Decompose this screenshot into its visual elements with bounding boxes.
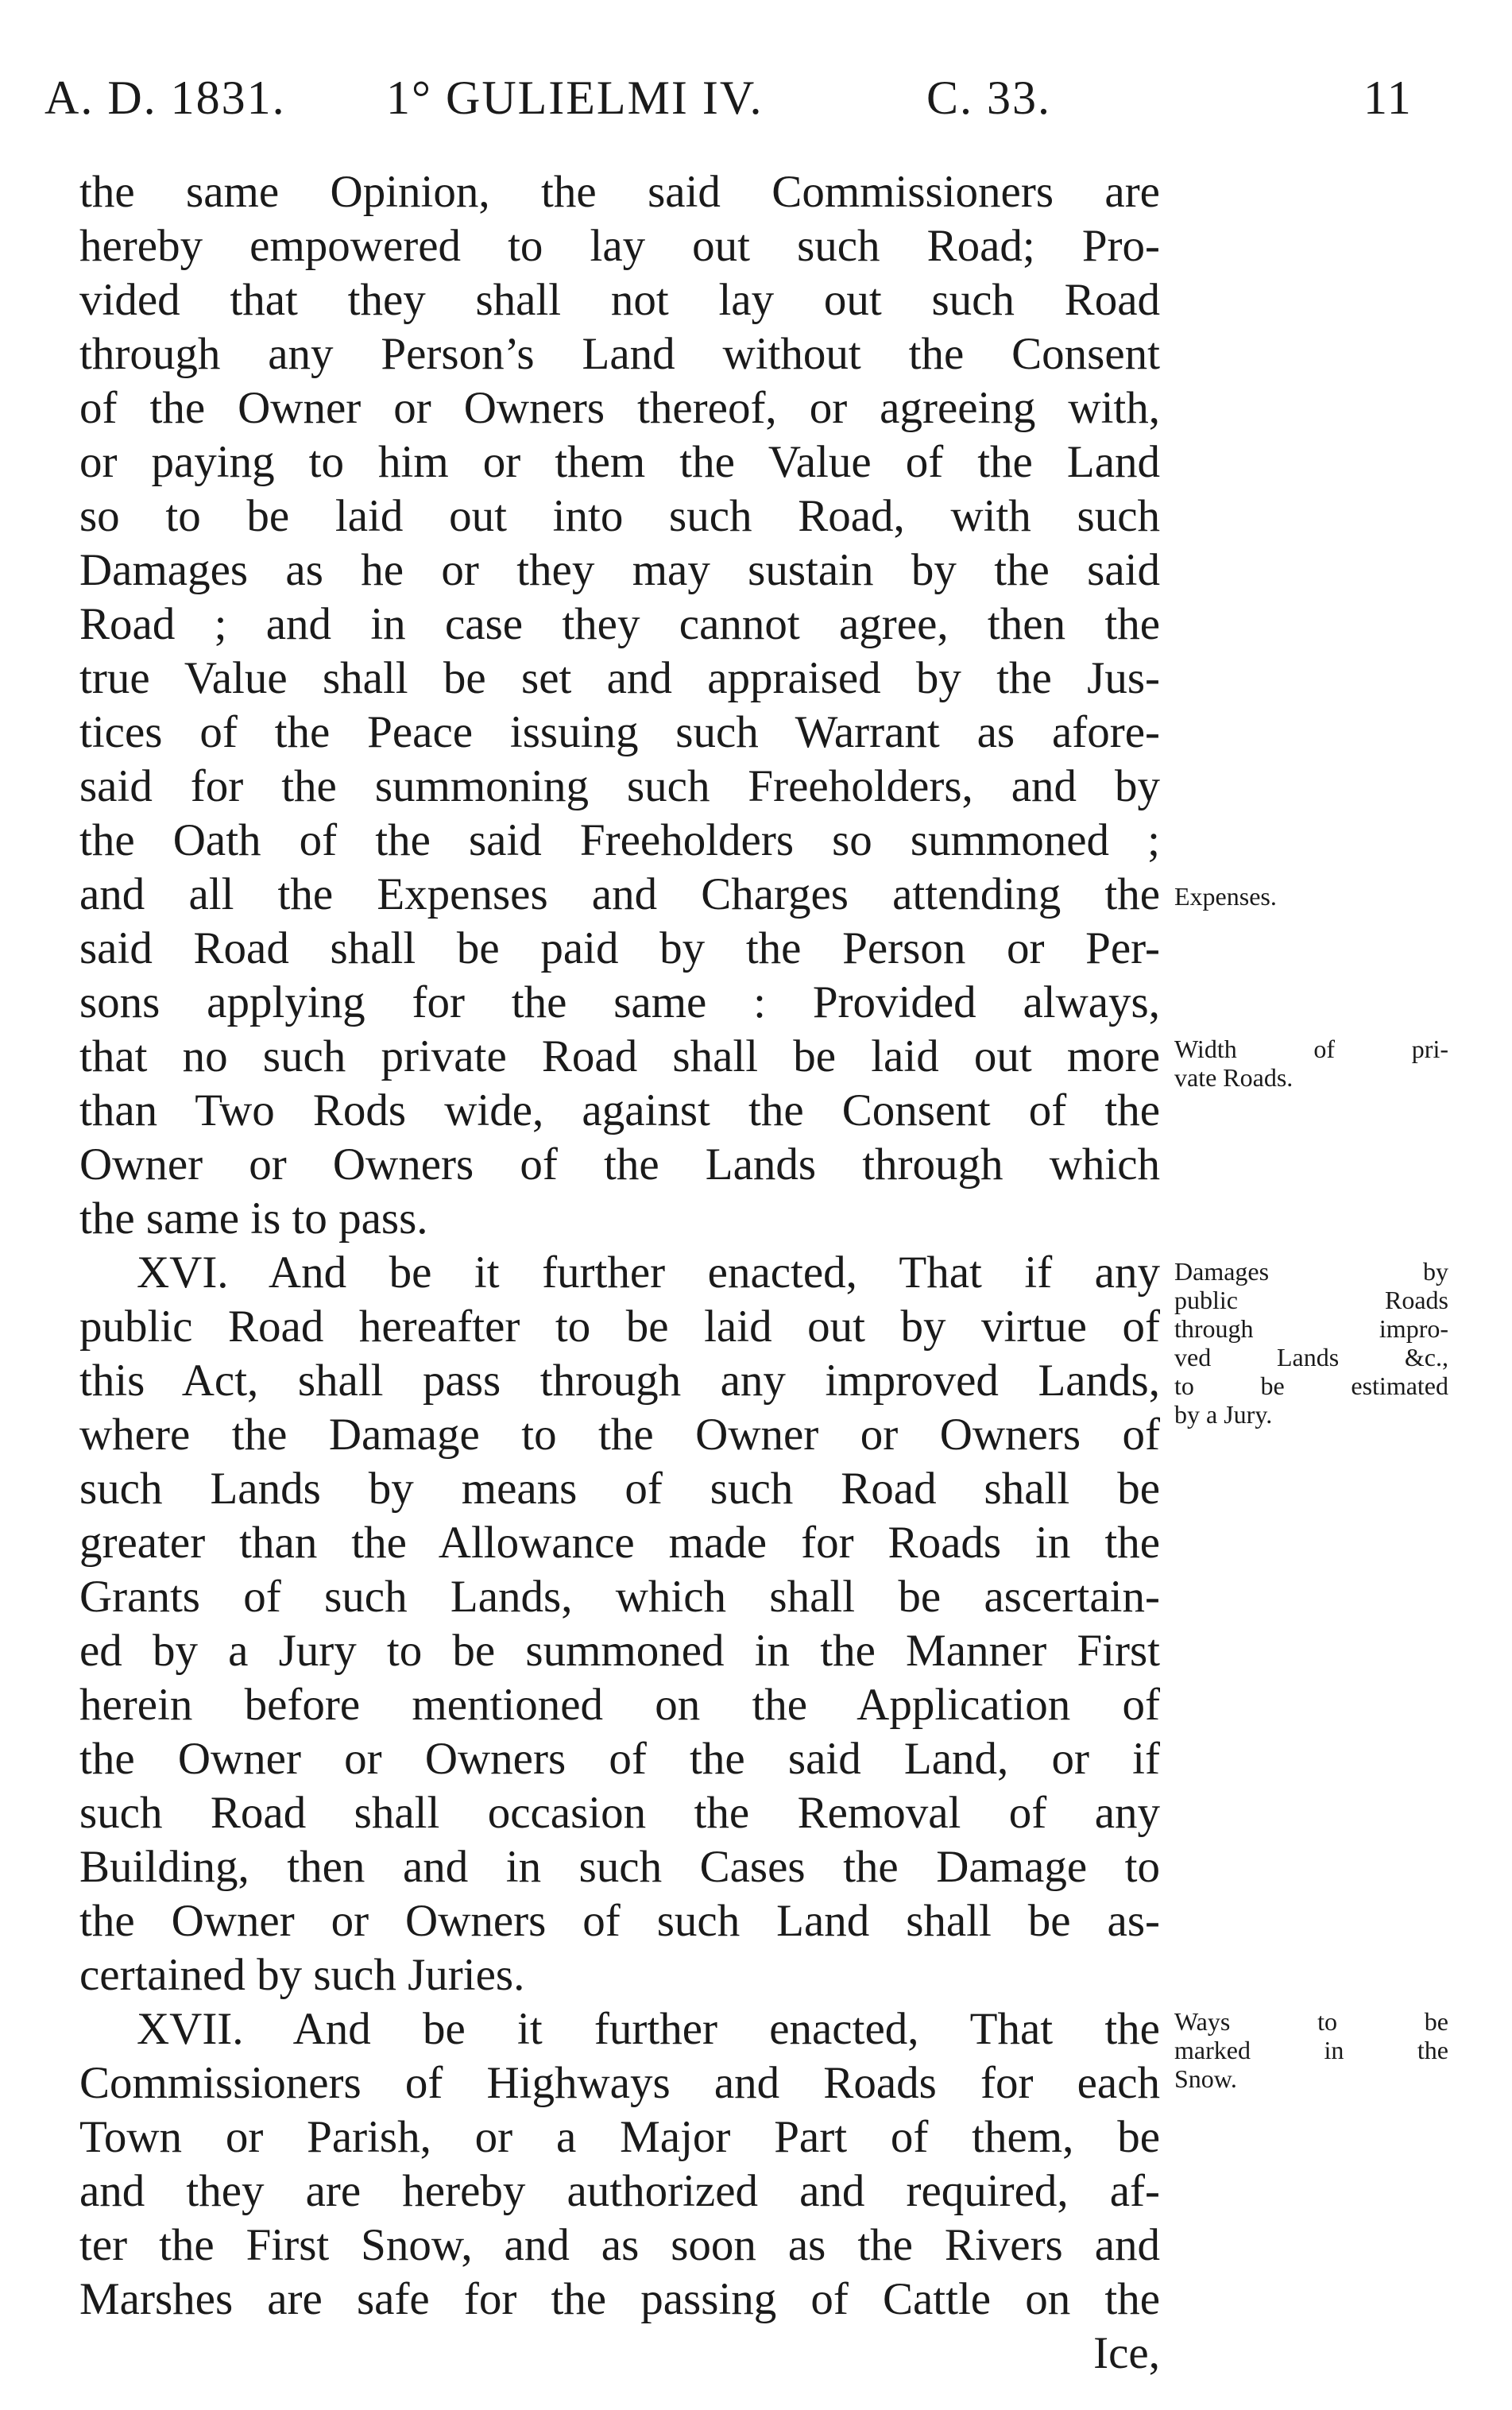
text-line: where the Damage to the Owner or Owners of xyxy=(79,1410,1160,1460)
margin-note-line: Ways to be xyxy=(1174,2007,1448,2036)
text-line: the Owner or Owners of the said Land, or if xyxy=(79,1734,1160,1784)
catchword: Ice, xyxy=(1093,2328,1160,2378)
text-line: greater than the Allowance made for Roads in the xyxy=(79,1518,1160,1568)
margin-note-ways-marked-in-snow xyxy=(1174,2007,1448,2093)
text-line: that no such private Road shall be laid out more xyxy=(79,1031,1160,1081)
text-line: herein before mentioned on the Application of xyxy=(79,1680,1160,1730)
margin-note-damages-by-public-roads xyxy=(1174,1257,1448,1429)
header-regnal-year: 1° GULIELMI IV. xyxy=(386,72,764,124)
text-line: such Lands by means of such Road shall be xyxy=(79,1464,1160,1514)
header-chapter: C. 33. xyxy=(926,72,1052,124)
margin-note-line: by a Jury. xyxy=(1174,1400,1273,1429)
text-line: true Value shall be set and appraised by the Jus- xyxy=(79,653,1160,703)
margin-note-line: Snow. xyxy=(1174,2064,1237,2093)
text-line: said Road shall be paid by the Person or Per- xyxy=(79,923,1160,973)
text-line: and they are hereby authorized and required, af- xyxy=(79,2166,1160,2216)
text-line: hereby empowered to lay out such Road; Pro- xyxy=(79,221,1160,271)
text-line: Town or Parish, or a Major Part of them, be xyxy=(79,2112,1160,2162)
text-line: public Road hereafter to be laid out by virtue of xyxy=(79,1302,1160,1352)
text-line: the same Opinion, the said Commissioners are xyxy=(79,167,1160,217)
text-line: such Road shall occasion the Removal of any xyxy=(79,1788,1160,1838)
header-year: A. D. 1831. xyxy=(44,72,286,124)
margin-note-line: to be estimated xyxy=(1174,1371,1448,1400)
margin-note-width-of-private-roads xyxy=(1174,1035,1448,1092)
text-line: Commissioners of Highways and Roads for each xyxy=(79,2058,1160,2108)
text-line: Owner or Owners of the Lands through which xyxy=(79,1139,1160,1190)
text-line: Road ; and in case they cannot agree, then the xyxy=(79,599,1160,649)
text-line: Building, then and in such Cases the Damage to xyxy=(79,1842,1160,1892)
margin-note-line: Damages by xyxy=(1174,1257,1448,1286)
text-line: or paying to him or them the Value of the Land xyxy=(79,437,1160,487)
text-line: this Act, shall pass through any improved Lands, xyxy=(79,1356,1160,1406)
margin-note-line: through impro- xyxy=(1174,1314,1448,1343)
margin-note-line: Expenses. xyxy=(1174,882,1277,911)
text-line: than Two Rods wide, against the Consent of the xyxy=(79,1085,1160,1135)
text-line: certained by such Juries. xyxy=(79,1950,525,2000)
page-number: 11 xyxy=(1363,72,1413,124)
margin-note-line: ved Lands &c., xyxy=(1174,1343,1448,1371)
text-line: the same is to pass. xyxy=(79,1193,428,1244)
text-line: through any Person’s Land without the Consent xyxy=(79,329,1160,379)
running-header xyxy=(44,62,1419,133)
text-line: Damages as he or they may sustain by the said xyxy=(79,545,1160,595)
text-line: the Owner or Owners of such Land shall be as- xyxy=(79,1896,1160,1946)
text-line: of the Owner or Owners thereof, or agreeing with, xyxy=(79,383,1160,433)
text-line: and all the Expenses and Charges attending the xyxy=(79,869,1160,919)
text-line: so to be laid out into such Road, with such xyxy=(79,491,1160,541)
text-line: vided that they shall not lay out such Road xyxy=(79,275,1160,325)
section-xvii-heading-line: XVII. And be it further enacted, That the xyxy=(137,2004,1160,2054)
text-line: Grants of such Lands, which shall be ascertain- xyxy=(79,1572,1160,1622)
text-line: tices of the Peace issuing such Warrant as afore- xyxy=(79,707,1160,757)
text-line: ed by a Jury to be summoned in the Manner First xyxy=(79,1626,1160,1676)
margin-note-expenses xyxy=(1174,882,1448,911)
margin-note-line: Width of pri- xyxy=(1174,1035,1448,1063)
text-line: Marshes are safe for the passing of Cattle on the xyxy=(79,2274,1160,2324)
text-line: the Oath of the said Freeholders so summoned ; xyxy=(79,815,1160,865)
margin-note-line: marked in the xyxy=(1174,2036,1448,2064)
text-line: said for the summoning such Freeholders, and by xyxy=(79,761,1160,811)
text-line: sons applying for the same : Provided always, xyxy=(79,977,1160,1027)
margin-note-line: vate Roads. xyxy=(1174,1063,1294,1092)
section-xvi-heading-line: XVI. And be it further enacted, That if any xyxy=(137,1248,1160,1298)
margin-note-line: public Roads xyxy=(1174,1286,1448,1314)
text-line: ter the First Snow, and as soon as the Rivers and xyxy=(79,2220,1160,2270)
